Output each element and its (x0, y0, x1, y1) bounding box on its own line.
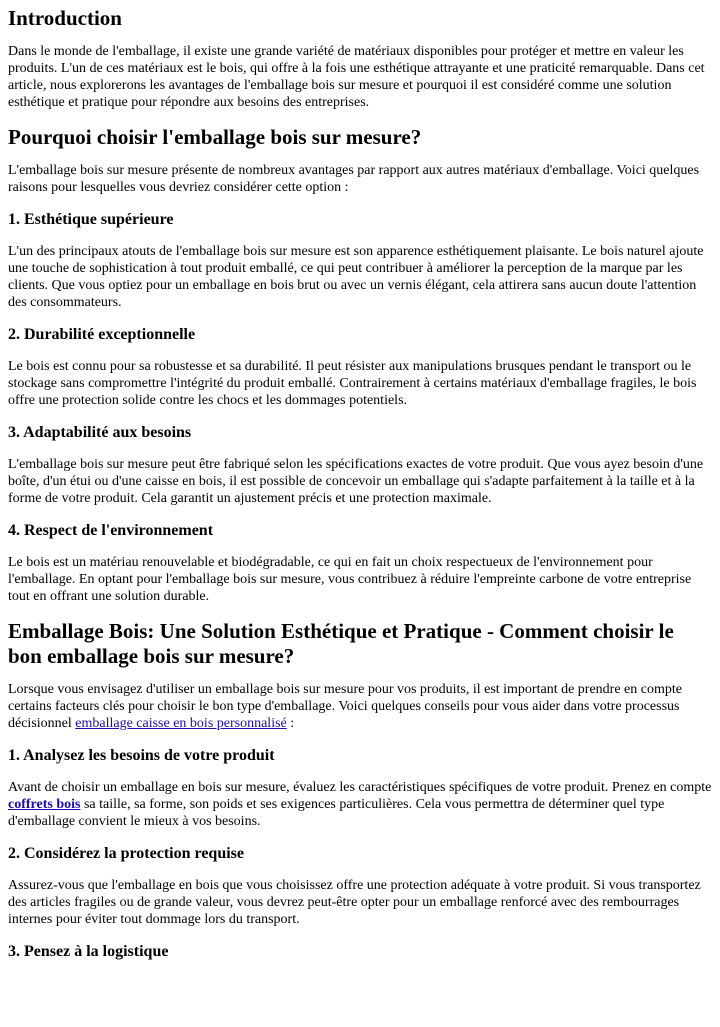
adaptability-paragraph: L'emballage bois sur mesure peut être fabriqué selon les spécifications exactes de votre produit. Que vous ayez besoin d'une boîte, d'un étui ou d'une caisse en bois, il est possible de concevoir un emballage qui s'adapte parfaitement à la taille et à la forme de votre produit. Cela garantit un ajustement précis et une protection maximale. (8, 457, 704, 506)
intro-heading: Introduction (8, 6, 122, 30)
coffrets-bois-link[interactable]: coffrets bois (8, 797, 81, 812)
intro-paragraph: Dans le monde de l'emballage, il existe une grande variété de matériaux disponibles pour protéger et mettre en valeur les produits. L'un de ces matériaux est le bois, qui offre à la fois une esthétique attrayante et une praticité remarquable. Dans cet article, nous explorerons les avantages de l'emballage bois sur mesure et pourquoi il est considéré comme une solution esthétique et pratique pour répondre aux besoins des entreprises. (8, 44, 705, 110)
protection-paragraph: Assurez-vous que l'emballage en bois que vous choisissez offre une protection adéquate à votre produit. Si vous transportez des articles fragiles ou de grande valeur, vous devrez peut-être opter pour un emballage renforcé avec des rembourrages internes pour éviter tout dommage lors du transport. (8, 878, 701, 927)
choose-paragraph (8, 681, 712, 732)
aesthetic-heading: 1. Esthétique supérieure (8, 211, 174, 228)
choose-paragraph-end: : (286, 716, 295, 731)
protection-heading: 2. Considérez la protection requise (8, 845, 244, 862)
environment-heading: 4. Respect de l'environnement (8, 522, 214, 539)
choose-paragraph-text: Lorsque vous envisagez d'utiliser un emballage bois sur mesure pour vos produits, il est important de prendre en compte certains facteurs clés pour choisir le bon type d'emballage. Voici quelques conseils pour vous aider dans votre processus décisionnel (8, 682, 682, 731)
analyse-paragraph-text: Avant de choisir un emballage en bois sur mesure, évaluez les caractéristiques spécifiques de votre produit. Prenez en compte (8, 780, 712, 795)
durability-paragraph: Le bois est connu pour sa robustesse et sa durabilité. Il peut résister aux manipulations brusques pendant le transport ou le stockage sans compromettre l'intégrité du produit emballé. Contrairement à certains matériaux d'emballage fragiles, le bois offre une protection solide contre les chocs et les dommages potentiels. (8, 359, 697, 408)
analyse-heading: 1. Analysez les besoins de votre produit (8, 747, 275, 764)
logistics-heading: 3. Pensez à la logistique (8, 943, 169, 960)
durability-heading: 2. Durabilité exceptionnelle (8, 326, 196, 343)
adaptability-heading: 3. Adaptabilité aux besoins (8, 424, 192, 441)
choose-heading: Emballage Bois: Une Solution Esthétique et Pratique - Comment choisir le bon emballage bois sur mesure? (8, 619, 674, 668)
environment-paragraph: Le bois est un matériau renouvelable et biodégradable, ce qui en fait un choix respectueux de l'environnement pour l'emballage. En optant pour l'emballage bois sur mesure, vous contribuez à réduire l'empreinte carbone de votre entreprise tout en offrant une solution durable. (8, 555, 692, 604)
analyse-paragraph-end: sa taille, sa forme, son poids et ses exigences particulières. Cela vous permettra de déterminer quel type d'emballage convient le mieux à vos besoins. (8, 797, 665, 829)
analyse-paragraph (8, 779, 712, 830)
aesthetic-paragraph: L'un des principaux atouts de l'emballage bois sur mesure est son apparence esthétiquement plaisante. Le bois naturel ajoute une touche de sophistication à tout produit emballé, ce qui peut contribuer à améliorer la perception de la marque par les clients. Que vous optiez pour un emballage en bois brut ou avec un vernis élégant, cela attirera sans aucun doute l'attention des consommateurs. (8, 244, 704, 310)
why-paragraph: L'emballage bois sur mesure présente de nombreux avantages par rapport aux autres matériaux d'emballage. Voici quelques raisons pour lesquelles vous devriez considérer cette option : (8, 163, 700, 195)
article (0, 6, 720, 961)
caisse-bois-link[interactable]: emballage caisse en bois personnalisé (75, 716, 287, 731)
why-heading: Pourquoi choisir l'emballage bois sur mesure? (8, 125, 422, 149)
